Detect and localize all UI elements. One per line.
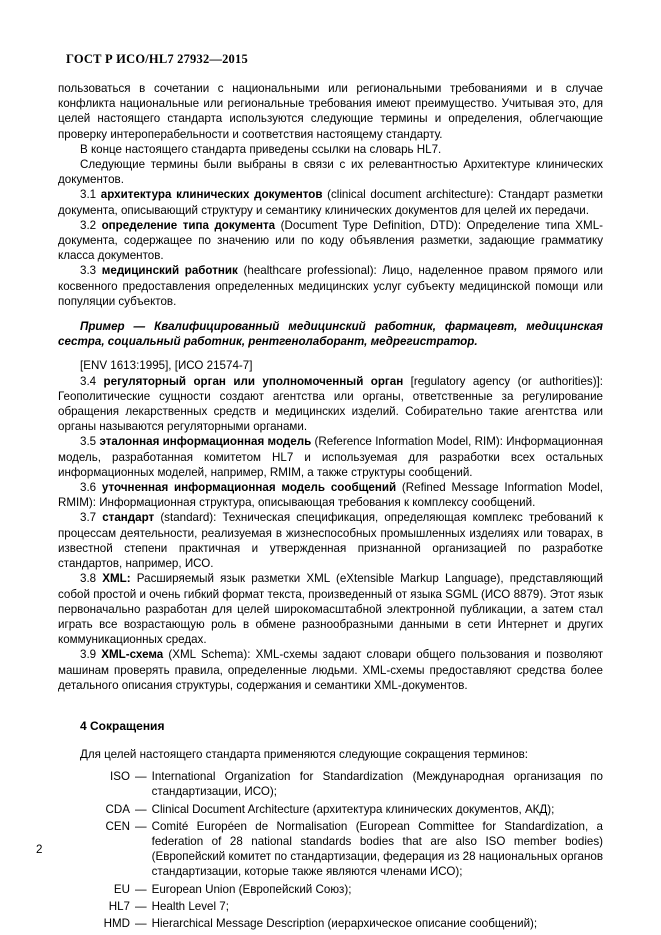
abbreviation-dash: —	[135, 882, 147, 896]
term-3-7	[58, 510, 603, 571]
list-item	[58, 819, 603, 880]
abbreviation-definition: Comité Européen de Normalisation (European Committee for Standardization, a federation of 28 national standards bodies that are also ISO member bodies) (Европейский комитет по стандартизации, федерация из 28 национальных органов стандартизации, которые также являются членами ИСО);	[151, 819, 603, 879]
term-3-2-text: (Document Type Definition, DTD): Определение типа XML-документа, содержащее по значению или по коду объявления разметки, задающие грамматику класса документов.	[58, 218, 603, 263]
term-3-8-number: 3.8	[80, 572, 103, 586]
term-3-5-name: эталонная информационная модель	[99, 435, 312, 449]
term-3-3-number: 3.3	[80, 264, 102, 278]
example-note: Пример — Квалифицированный медицинский работник, фармацевт, медицинская сестра, социальный работник, рентгенолаборант, медрегистратор.	[58, 320, 603, 349]
term-3-2-number: 3.2	[80, 218, 102, 232]
list-item	[58, 769, 603, 799]
abbreviation-dash: —	[135, 770, 147, 784]
term-3-2-name: определение типа документа	[101, 218, 276, 232]
abbreviation-term: CEN	[105, 819, 130, 833]
section-title-abbreviations: 4 Сокращения	[80, 718, 165, 733]
term-3-7-text: (standard): Техническая спецификация, определяющая комплекс требований к процессам деятельности, реализуемая в жизнеспособных промышленных изделиях или товарах, в известной степени практичная и утвержденная признанной организацией по разработке стандартов, например, ИСО.	[58, 511, 603, 571]
abbreviation-dash: —	[135, 819, 147, 833]
abbreviation-dash: —	[135, 916, 147, 930]
term-3-8	[58, 571, 603, 647]
term-3-6	[58, 480, 603, 510]
term-3-5-text: (Reference Information Model, RIM): Информационная модель, разработанная комитетом HL7 и используемая для разработки всех остальных информационных моделей, например, RMIM, а также структуры сообщений.	[58, 435, 603, 479]
term-3-3	[58, 263, 603, 309]
abbreviation-term: HMD	[103, 916, 130, 930]
list-item	[58, 882, 603, 897]
paragraph-terms-relevance: Следующие термины были выбраны в связи с их релевантностью Архитектуре клинических документов.	[58, 158, 603, 187]
list-item	[58, 899, 603, 914]
abbreviation-dash: —	[135, 802, 147, 816]
term-3-8-text: Расширяемый язык разметки XML (eXtensible Markup Language), представляющий собой простой и очень гибкий формат текста, произведенный от языка SGML (ИСО 8879). Этот язык первоначально разработан для целей широкомасштабной электронной публикации, а затем стал играть все возрастающую роль в обмене разнообразными данными в сети Интернет и других коммуникационных средах.	[58, 572, 603, 647]
term-3-6-text: (Refined Message Information Model, RMIM): Информационная структура, описывающая требования к комплексу сообщений.	[58, 481, 603, 510]
abbreviation-term: CDA	[105, 802, 130, 816]
page-header: ГОСТ Р ИСО/HL7 27932—2015	[66, 52, 248, 66]
abbreviations-intro: Для целей настоящего стандарта применяются следующие сокращения терминов:	[80, 747, 528, 761]
term-3-5-number: 3.5	[80, 435, 100, 449]
term-3-4	[58, 374, 603, 435]
list-item	[58, 802, 603, 817]
abbreviation-definition: Clinical Document Architecture (архитектура клинических документов, АКД);	[151, 802, 555, 816]
abbreviation-term: HL7	[108, 899, 130, 913]
abbreviation-definition: International Organization for Standardization (Международная организация по стандартизации, ИСО);	[151, 770, 603, 799]
abbreviations-list	[58, 769, 603, 931]
term-3-8-name: XML:	[102, 572, 131, 586]
term-3-7-number: 3.7	[80, 511, 103, 525]
abbreviation-term: EU	[113, 882, 130, 896]
abbreviation-dash: —	[135, 899, 147, 913]
list-item	[58, 916, 603, 931]
abbreviation-definition: European Union (Европейский Союз);	[151, 882, 352, 896]
term-3-4-name: регуляторный орган или уполномоченный орган	[103, 374, 404, 388]
term-3-1-name: архитектура клинических документов	[100, 188, 323, 202]
term-3-4-number: 3.4	[80, 374, 104, 388]
term-3-5	[58, 434, 603, 480]
term-3-9	[58, 647, 603, 693]
abbreviation-definition: Health Level 7;	[151, 899, 229, 913]
term-3-1-text: (clinical document architecture): Стандарт разметки документа, описывающий структуру и семантику клинических документов для целей их передачи.	[58, 188, 603, 217]
term-3-7-name: стандарт	[102, 511, 155, 525]
term-3-9-text: (XML Schema): XML-схемы задают словари общего пользования и позволяют машинам проверять правила, определенные людьми. XML-схемы предоставляют средства более детального описания структуры, содержания и семантики XML-документов.	[58, 648, 603, 692]
paragraph-hl7-vocabulary: В конце настоящего стандарта приведены ссылки на словарь HL7.	[80, 142, 442, 156]
term-3-3-text: (healthcare professional): Лицо, наделенное правом прямого или косвенного предоставления определенных медицинских услуг субъекту медицинской помощи или популяции субъектов.	[58, 264, 604, 308]
term-3-6-name: уточненная информационная модель сообщений	[101, 481, 397, 495]
abbreviation-definition: Hierarchical Message Description (иерархическое описание сообщений);	[151, 916, 538, 930]
term-3-3-name: медицинский работник	[101, 264, 238, 278]
term-3-2	[58, 218, 603, 264]
paragraph-intro-continued: пользоваться в сочетании с национальными или региональными требованиями и в случае конфликта национальные или региональные требования имеют преимущество. Учитывая это, для целей настоящего стандарта используются следующие термины и определения, облегчающие проверку интероперабельности и соответствия настоящему стандарту.	[58, 82, 603, 141]
term-3-1-number: 3.1	[80, 188, 101, 202]
abbreviation-term: ISO	[110, 770, 130, 784]
term-3-9-number: 3.9	[80, 648, 102, 662]
reference-line: [ENV 1613:1995], [ИСО 21574-7]	[80, 359, 253, 373]
term-3-6-number: 3.6	[80, 481, 102, 495]
page-number: 2	[36, 843, 43, 856]
term-3-1	[58, 187, 603, 217]
term-3-9-name: XML-схема	[101, 648, 164, 662]
term-3-4-text: [regulatory agency (or authorities)]: Геополитические сущности создают агентства или органы, ответственные за регулирование обращения лекарственных средств и медицинских изделий. Собирательно такие агентства или органы называются регуляторными органами.	[58, 374, 603, 434]
